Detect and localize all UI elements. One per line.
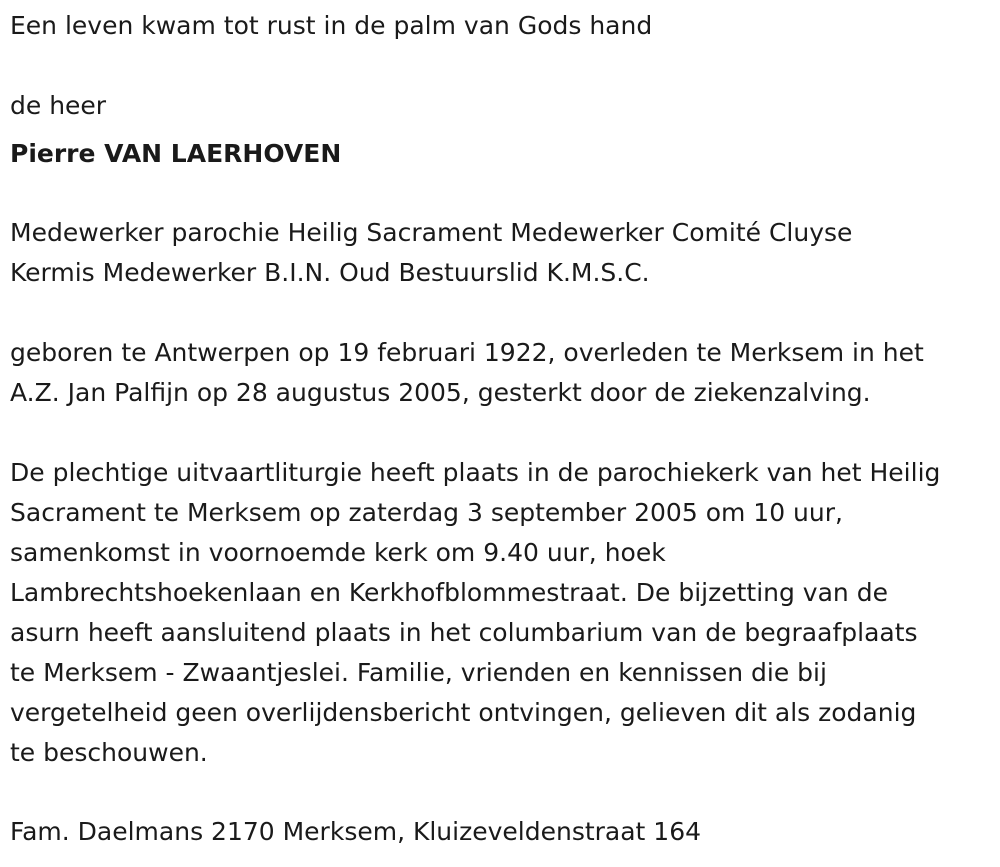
funeral-line: asurn heeft aansluitend plaats in het columbarium van de begraafplaats <box>10 618 918 647</box>
family-address: Fam. Daelmans 2170 Merksem, Kluizeveldenstraat 164 <box>10 817 702 846</box>
funeral-line: De plechtige uitvaartliturgie heeft plaats in de parochiekerk van het Heilig <box>10 458 941 487</box>
roles-line: Medewerker parochie Heilig Sacrament Medewerker Comité Cluyse <box>10 218 853 247</box>
funeral-line: te beschouwen. <box>10 738 208 767</box>
funeral-line: samenkomst in voornoemde kerk om 9.40 uur, hoek <box>10 538 666 567</box>
funeral-line: Sacrament te Merksem op zaterdag 3 september 2005 om 10 uur, <box>10 498 843 527</box>
honorific-title: de heer <box>10 91 107 120</box>
deceased-name: Pierre VAN LAERHOVEN <box>10 139 342 168</box>
funeral-line: Lambrechtshoekenlaan en Kerkhofblommestraat. De bijzetting van de <box>10 578 888 607</box>
birth-line: A.Z. Jan Palfijn op 28 augustus 2005, gesterkt door de ziekenzalving. <box>10 378 871 407</box>
birth-line: geboren te Antwerpen op 19 februari 1922, overleden te Merksem in het <box>10 338 924 367</box>
funeral-line: te Merksem - Zwaantjeslei. Familie, vrienden en kennissen die bij <box>10 658 827 687</box>
birth-death-paragraph <box>10 333 995 413</box>
intro-line: Een leven kwam tot rust in de palm van Gods hand <box>10 11 653 40</box>
roles-paragraph <box>10 213 995 293</box>
roles-line: Kermis Medewerker B.I.N. Oud Bestuurslid K.M.S.C. <box>10 258 650 287</box>
funeral-line: vergetelheid geen overlijdensbericht ontvingen, gelieven dit als zodanig <box>10 698 917 727</box>
funeral-paragraph <box>10 453 995 773</box>
